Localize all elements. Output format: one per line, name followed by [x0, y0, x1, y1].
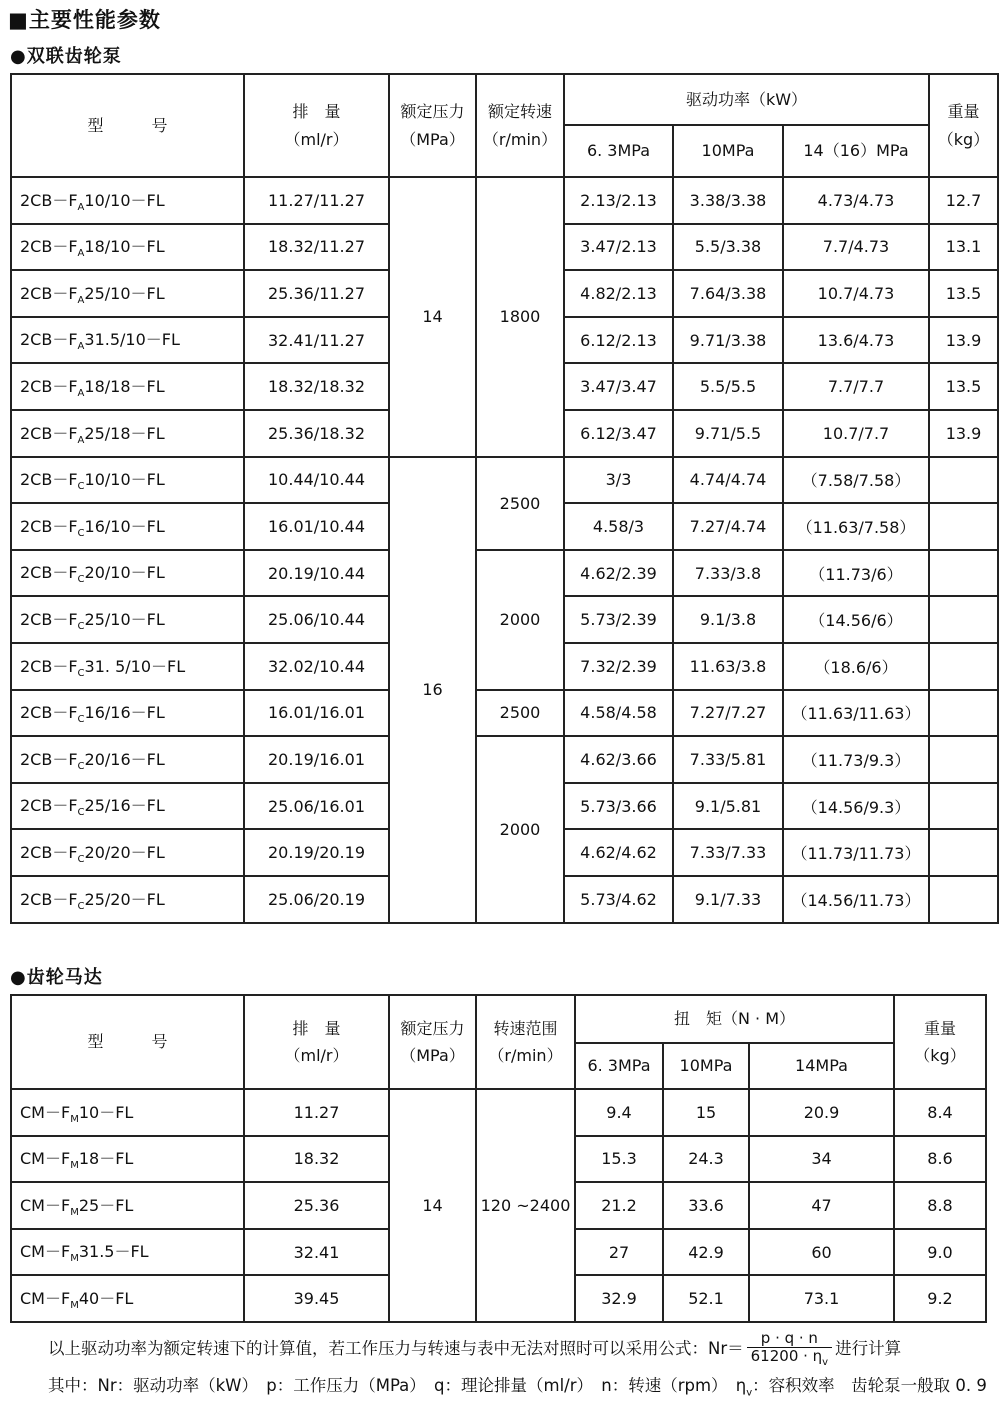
torque-14mpa-value: 34 — [749, 1136, 894, 1183]
model-name: $2CB-F_A18/18-FL$ — [11, 363, 244, 410]
weight-value: 13.1 — [929, 224, 998, 271]
model-name: $2CB-F_C10/10-FL$ — [11, 457, 244, 504]
weight-value: 12.7 — [929, 177, 998, 224]
power-14mpa-value: （11.63/11.63） — [783, 690, 929, 737]
header-power-6-3mpa: 6. 3MPa — [564, 125, 673, 177]
motor-spec-table — [10, 994, 987, 1323]
rated-pressure-value: 14 — [389, 1089, 476, 1322]
power-6-3mpa-value: 3/3 — [564, 457, 673, 504]
header-model: 型 号 — [11, 995, 244, 1089]
model-name: $2CB-F_A31.5/10-FL$ — [11, 317, 244, 364]
rated-speed-value: 1800 — [476, 177, 564, 457]
model-name: $2CB-F_C20/16-FL$ — [11, 736, 244, 783]
displacement-value: 20.19/16.01 — [244, 736, 389, 783]
weight-value: 8.8 — [894, 1182, 986, 1229]
model-name: $2CB-F_C20/20-FL$ — [11, 829, 244, 876]
power-6-3mpa-value: 5.73/4.62 — [564, 876, 673, 923]
model-name: $2CB-F_A25/18-FL$ — [11, 410, 244, 457]
displacement-value: 20.19/20.19 — [244, 829, 389, 876]
power-10mpa-value: 9.1/3.8 — [673, 596, 783, 643]
weight-value: 8.4 — [894, 1089, 986, 1136]
power-10mpa-value: 9.1/7.33 — [673, 876, 783, 923]
power-14mpa-value: （11.73/9.3） — [783, 736, 929, 783]
header-power-14mpa: 14（16）MPa — [783, 125, 929, 177]
power-6-3mpa-value: 4.58/4.58 — [564, 690, 673, 737]
power-14mpa-value: （11.63/7.58） — [783, 503, 929, 550]
power-10mpa-value: 3.38/3.38 — [673, 177, 783, 224]
weight-value: 9.2 — [894, 1275, 986, 1322]
power-14mpa-value: 10.7/4.73 — [783, 270, 929, 317]
displacement-value: 32.41 — [244, 1229, 389, 1276]
model-name: $CM-F_M31.5-FL$ — [11, 1229, 244, 1276]
torque-6-3mpa-value: 15.3 — [575, 1136, 663, 1183]
model-name: $CM-F_M40-FL$ — [11, 1275, 244, 1322]
model-name: $2CB-F_C16/16-FL$ — [11, 690, 244, 737]
power-6-3mpa-value: 3.47/3.47 — [564, 363, 673, 410]
power-10mpa-value: 4.74/4.74 — [673, 457, 783, 504]
displacement-value: 16.01/10.44 — [244, 503, 389, 550]
header-speed-range: 转速范围 （r/min） — [476, 995, 575, 1089]
power-14mpa-value: （11.73/6） — [783, 550, 929, 597]
displacement-value: 18.32/18.32 — [244, 363, 389, 410]
rated-speed-value: 2500 — [476, 690, 564, 737]
model-name: $2CB-F_A25/10-FL$ — [11, 270, 244, 317]
power-10mpa-value: 7.33/3.8 — [673, 550, 783, 597]
symbol-legend-note: 其中：Nr：驱动功率（kW） p：工作压力（MPa） q：理论排量（ml/r） n：转速（rpm） $\eta_v$：容积效率 齿轮泵一般取 0. 9 — [48, 1376, 987, 1399]
displacement-value: 11.27 — [244, 1089, 389, 1136]
speed-range-value: 120 ~2400 — [476, 1089, 575, 1322]
weight-value: 8.6 — [894, 1136, 986, 1183]
header-power-10mpa: 10MPa — [673, 125, 783, 177]
power-6-3mpa-value: 2.13/2.13 — [564, 177, 673, 224]
weight-value — [929, 503, 998, 550]
torque-10mpa-value: 52.1 — [663, 1275, 749, 1322]
power-14mpa-value: （18.6/6） — [783, 643, 929, 690]
formula-note-end: 进行计算 — [835, 1338, 902, 1358]
header-drive-power: 驱动功率（kW） — [564, 74, 929, 125]
power-10mpa-value: 9.1/5.81 — [673, 783, 783, 830]
rated-speed-value: 2500 — [476, 457, 564, 550]
torque-10mpa-value: 42.9 — [663, 1229, 749, 1276]
header-rated-pressure: 额定压力 （MPa） — [389, 995, 476, 1089]
torque-14mpa-value: 60 — [749, 1229, 894, 1276]
displacement-value: 25.36/18.32 — [244, 410, 389, 457]
torque-10mpa-value: 15 — [663, 1089, 749, 1136]
power-formula — [747, 1330, 832, 1369]
formula-numerator: p · q · n — [747, 1330, 832, 1348]
model-name: $2CB-F_A10/10-FL$ — [11, 177, 244, 224]
power-14mpa-value: 10.7/7.7 — [783, 410, 929, 457]
weight-value — [929, 829, 998, 876]
table-row — [11, 690, 998, 737]
power-10mpa-value: 7.27/4.74 — [673, 503, 783, 550]
motor-section-title: ●齿轮马达 — [10, 967, 103, 988]
table-row — [11, 736, 998, 783]
model-name: $CM-F_M10-FL$ — [11, 1089, 244, 1136]
power-6-3mpa-value: 5.73/2.39 — [564, 596, 673, 643]
torque-14mpa-value: 20.9 — [749, 1089, 894, 1136]
power-6-3mpa-value: 5.73/3.66 — [564, 783, 673, 830]
rated-pressure-value: 16 — [389, 457, 476, 923]
header-weight: 重量 （kg） — [894, 995, 986, 1089]
displacement-value: 32.41/11.27 — [244, 317, 389, 364]
weight-value — [929, 690, 998, 737]
displacement-value: 20.19/10.44 — [244, 550, 389, 597]
power-10mpa-value: 9.71/3.38 — [673, 317, 783, 364]
torque-14mpa-value: 73.1 — [749, 1275, 894, 1322]
displacement-value: 25.06/10.44 — [244, 596, 389, 643]
displacement-value: 32.02/10.44 — [244, 643, 389, 690]
power-6-3mpa-value: 4.62/4.62 — [564, 829, 673, 876]
weight-value: 13.9 — [929, 410, 998, 457]
weight-value — [929, 643, 998, 690]
displacement-value: 25.36 — [244, 1182, 389, 1229]
power-14mpa-value: 4.73/4.73 — [783, 177, 929, 224]
displacement-value: 18.32/11.27 — [244, 224, 389, 271]
torque-6-3mpa-value: 21.2 — [575, 1182, 663, 1229]
power-14mpa-value: （14.56/6） — [783, 596, 929, 643]
model-name: $CM-F_M25-FL$ — [11, 1182, 244, 1229]
power-14mpa-value: （7.58/7.58） — [783, 457, 929, 504]
displacement-value: 10.44/10.44 — [244, 457, 389, 504]
power-6-3mpa-value: 6.12/2.13 — [564, 317, 673, 364]
power-6-3mpa-value: 4.82/2.13 — [564, 270, 673, 317]
model-name: $2CB-F_C25/10-FL$ — [11, 596, 244, 643]
weight-value — [929, 596, 998, 643]
torque-6-3mpa-value: 9.4 — [575, 1089, 663, 1136]
power-10mpa-value: 7.33/7.33 — [673, 829, 783, 876]
power-6-3mpa-value: 7.32/2.39 — [564, 643, 673, 690]
torque-10mpa-value: 33.6 — [663, 1182, 749, 1229]
header-torque-14mpa: 14MPa — [749, 1043, 894, 1089]
torque-6-3mpa-value: 27 — [575, 1229, 663, 1276]
torque-14mpa-value: 47 — [749, 1182, 894, 1229]
rated-speed-value: 2000 — [476, 550, 564, 690]
weight-value — [929, 736, 998, 783]
table-row — [11, 457, 998, 504]
header-displacement: 排 量 （ml/r） — [244, 74, 389, 177]
table-row — [11, 177, 998, 224]
displacement-value: 18.32 — [244, 1136, 389, 1183]
power-6-3mpa-value: 6.12/3.47 — [564, 410, 673, 457]
power-10mpa-value: 7.64/3.38 — [673, 270, 783, 317]
pump-section-title: ●双联齿轮泵 — [10, 46, 122, 67]
power-14mpa-value: （14.56/11.73） — [783, 876, 929, 923]
table-row — [11, 550, 998, 597]
header-rated-pressure: 额定压力 （MPa） — [389, 74, 476, 177]
header-torque: 扭 矩（N · M） — [575, 995, 894, 1043]
header-torque-10mpa: 10MPa — [663, 1043, 749, 1089]
displacement-value: 11.27/11.27 — [244, 177, 389, 224]
power-6-3mpa-value: 3.47/2.13 — [564, 224, 673, 271]
power-14mpa-value: 7.7/4.73 — [783, 224, 929, 271]
displacement-value: 25.36/11.27 — [244, 270, 389, 317]
weight-value — [929, 457, 998, 504]
power-10mpa-value: 7.27/7.27 — [673, 690, 783, 737]
formula-denominator: $61200 \cdot \eta_v$ — [750, 1347, 829, 1369]
header-rated-speed: 额定转速 （r/min） — [476, 74, 564, 177]
displacement-value: 39.45 — [244, 1275, 389, 1322]
weight-value: 9.0 — [894, 1229, 986, 1276]
power-14mpa-value: （14.56/9.3） — [783, 783, 929, 830]
weight-value — [929, 783, 998, 830]
header-displacement: 排 量 （ml/r） — [244, 995, 389, 1089]
displacement-value: 25.06/16.01 — [244, 783, 389, 830]
rated-speed-value: 2000 — [476, 736, 564, 922]
model-name: $2CB-F_C16/10-FL$ — [11, 503, 244, 550]
header-weight: 重量 （kg） — [929, 74, 998, 177]
table-row — [11, 1089, 986, 1136]
model-name: $CM-F_M18-FL$ — [11, 1136, 244, 1183]
model-name: $2CB-F_C31$. 5/10－FL — [11, 643, 244, 690]
model-name: $2CB-F_C25/20-FL$ — [11, 876, 244, 923]
pump-spec-table — [10, 73, 999, 924]
power-14mpa-value: 13.6/4.73 — [783, 317, 929, 364]
power-6-3mpa-value: 4.58/3 — [564, 503, 673, 550]
power-10mpa-value: 11.63/3.8 — [673, 643, 783, 690]
torque-6-3mpa-value: 32.9 — [575, 1275, 663, 1322]
model-name: $2CB-F_C25/16-FL$ — [11, 783, 244, 830]
formula-note-text: 以上驱动功率为额定转速下的计算值，若工作压力与转速与表中无法对照时可以采用公式：Nr＝ — [48, 1338, 744, 1358]
displacement-value: 16.01/16.01 — [244, 690, 389, 737]
model-name: $2CB-F_A18/10-FL$ — [11, 224, 244, 271]
model-name: $2CB-F_C20/10-FL$ — [11, 550, 244, 597]
power-10mpa-value: 9.71/5.5 — [673, 410, 783, 457]
power-6-3mpa-value: 4.62/2.39 — [564, 550, 673, 597]
power-10mpa-value: 7.33/5.81 — [673, 736, 783, 783]
weight-value — [929, 876, 998, 923]
weight-value: 13.9 — [929, 317, 998, 364]
power-14mpa-value: 7.7/7.7 — [783, 363, 929, 410]
power-10mpa-value: 5.5/5.5 — [673, 363, 783, 410]
header-torque-6-3mpa: 6. 3MPa — [575, 1043, 663, 1089]
page-heading: ■主要性能参数 — [8, 8, 161, 32]
weight-value: 13.5 — [929, 270, 998, 317]
torque-10mpa-value: 24.3 — [663, 1136, 749, 1183]
power-6-3mpa-value: 4.62/3.66 — [564, 736, 673, 783]
weight-value: 13.5 — [929, 363, 998, 410]
displacement-value: 25.06/20.19 — [244, 876, 389, 923]
formula-note — [48, 1330, 901, 1369]
rated-pressure-value: 14 — [389, 177, 476, 457]
power-10mpa-value: 5.5/3.38 — [673, 224, 783, 271]
weight-value — [929, 550, 998, 597]
power-14mpa-value: （11.73/11.73） — [783, 829, 929, 876]
header-model: 型 号 — [11, 74, 244, 177]
